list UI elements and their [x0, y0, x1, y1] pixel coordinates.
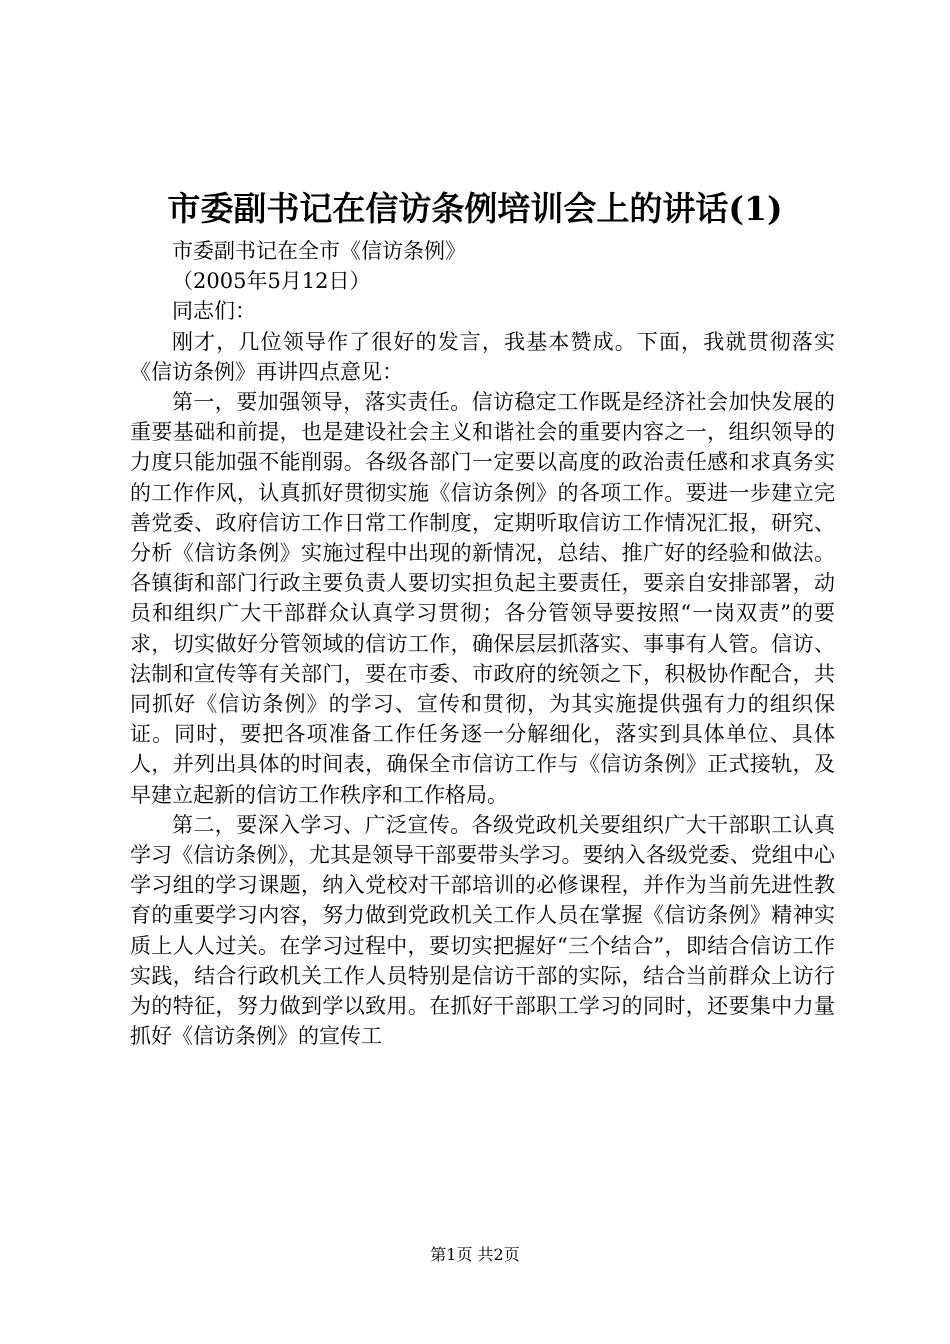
paragraph-point-one: 第一，要加强领导，落实责任。信访稳定工作既是经济社会加快发展的重要基础和前提，也是建设社会主义和谐社会的重要内容之一，组织领导的力度只能加强不能削弱。各级各部门一定要以高度的政治责任感和求真务实的工作作风，认真抓好贯彻实施《信访条例》的各项工作。要进一步建立完善党委、政府信访工作日常工作制度，定期听取信访工作情况汇报，研究、分析《信访条例》实施过程中出现的新情况，总结、推广好的经验和做法。各镇街和部门行政主要负责人要切实担负起主要责任，要亲自安排部署，动员和组织广大干部群众认真学习贯彻；各分管领导要按照“一岗双责”的要求，切实做好分管领域的信访工作，确保层层抓落实、事事有人管。信访、法制和宣传等有关部门，要在市委、市政府的统领之下，积极协作配合，共同抓好《信访条例》的学习、宣传和贯彻，为其实施提供强有力的组织保证。同时，要把各项准备工作任务逐一分解细化，落实到具体单位、具体人，并列出具体的时间表，确保全市信访工作与《信访条例》正式接轨，及早建立起新的信访工作秩序和工作格局。: [130, 390, 835, 807]
page-footer: 第1页 共2页: [430, 1245, 520, 1264]
document-title: 市委副书记在信访条例培训会上的讲话(1): [167, 189, 783, 228]
paragraph-intro: 刚才，几位领导作了很好的发言，我基本赞成。下面，我就贯彻落实《信访条例》再讲四点意见：: [130, 329, 835, 384]
paragraph-subtitle: 市委副书记在全市《信访条例》: [172, 239, 466, 263]
paragraph-point-two: 第二，要深入学习、广泛宣传。各级党政机关要组织广大干部职工认真学习《信访条例》，尤其是领导干部要带头学习。要纳入各级党委、党组中心学习组的学习课题，纳入党校对干部培训的必修课程，并作为当前先进性教育的重要学习内容，努力做到党政机关工作人员在掌握《信访条例》精神实质上人人过关。在学习过程中，要切实把握好“三个结合”，即结合信访工作实践，结合行政机关工作人员特别是信访干部的实际，结合当前群众上访行为的特征，努力做到学以致用。在抓好干部职工学习的同时，还要集中力量抓好《信访条例》的宣传工: [130, 812, 835, 1049]
document-body: [130, 236, 835, 1051]
paragraph-salutation: 同志们：: [172, 299, 256, 324]
paragraph-date: （2005年5月12日）: [172, 269, 371, 294]
